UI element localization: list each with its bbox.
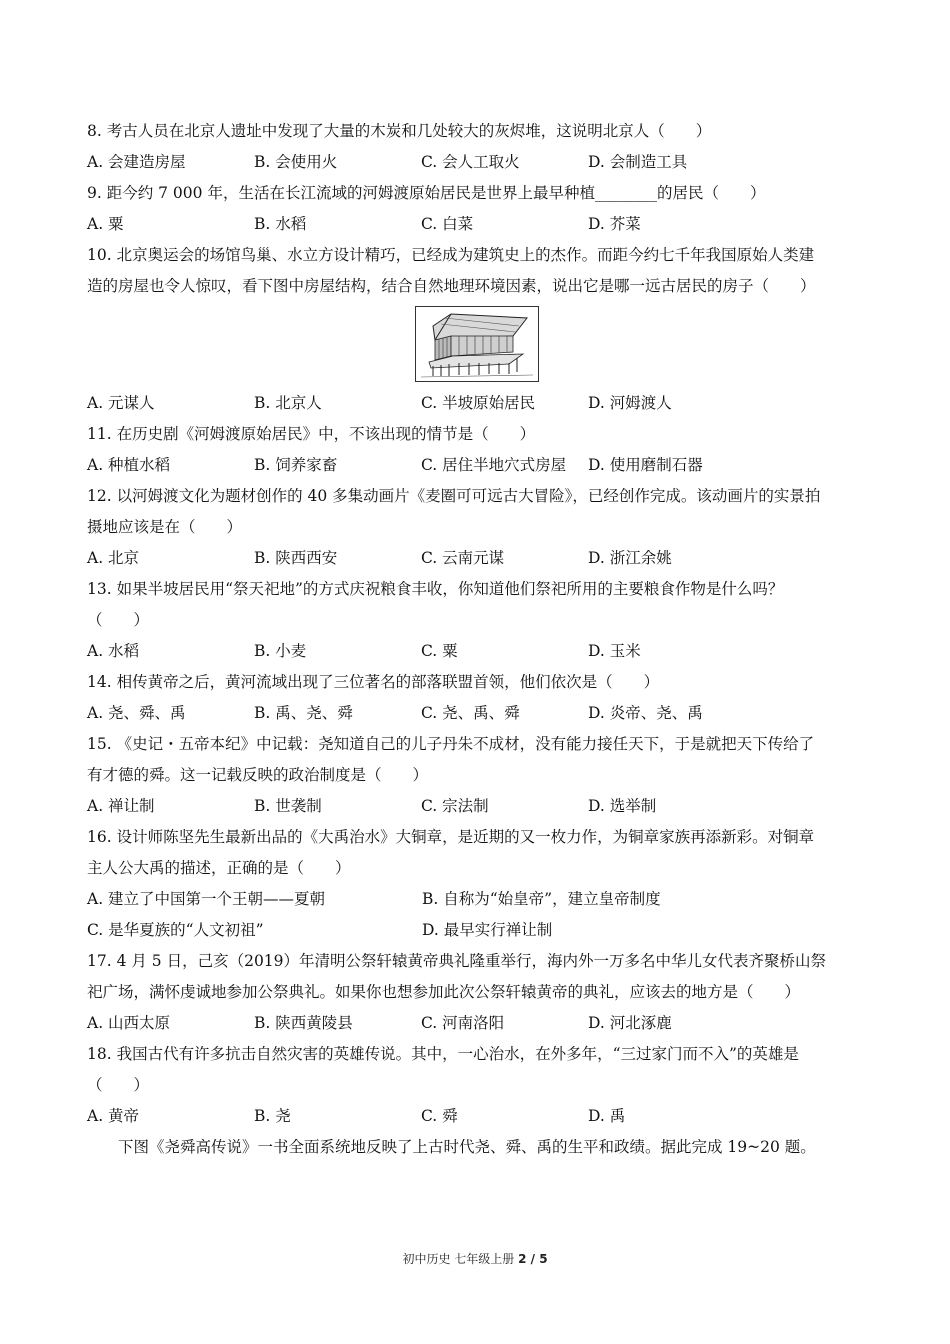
question-14-stem: 14. 相传黄帝之后，黄河流域出现了三位著名的部落联盟首领，他们依次是（ ） <box>87 673 660 691</box>
option-b: B. 自称为“始皇帝”，建立皇帝制度 <box>422 890 661 908</box>
question-10-options <box>87 388 867 419</box>
option-c: C. 舜 <box>421 1107 458 1125</box>
option-d: D. 炎帝、尧、禹 <box>588 704 703 722</box>
option-c: C. 尧、禹、舜 <box>421 704 520 722</box>
option-b: B. 会使用火 <box>254 153 338 171</box>
option-b: B. 水稻 <box>254 215 307 233</box>
question-18 <box>87 1039 867 1132</box>
stilt-house-image <box>415 306 539 382</box>
option-b: B. 世袭制 <box>254 797 322 815</box>
question-16-stem-line-1: 16. 设计师陈坚先生最新出品的《大禹治水》大铜章，是近期的又一枚力作，为铜章家族再添新彩。对铜章 <box>87 828 815 846</box>
option-a: A. 会建造房屋 <box>87 153 186 171</box>
question-18-options <box>87 1101 867 1132</box>
question-11-options <box>87 450 867 481</box>
question-15 <box>87 729 867 822</box>
option-c: C. 粟 <box>421 642 458 660</box>
question-12-stem-line-2: 摄地应该是在（ ） <box>87 518 243 536</box>
option-d: D. 河北涿鹿 <box>588 1014 672 1032</box>
option-c: C. 河南洛阳 <box>421 1014 505 1032</box>
question-14 <box>87 667 867 729</box>
questions-19-20-intro: 下图《尧舜高传说》一书全面系统地反映了上古时代尧、舜、禹的生平和政绩。据此完成 19~20 题。 <box>118 1138 816 1156</box>
footer-subject: 初中历史 七年级上册 <box>402 1252 515 1266</box>
option-b: B. 尧 <box>254 1107 291 1125</box>
question-18-stem-line-2: （ ） <box>87 1076 150 1094</box>
option-a: A. 黄帝 <box>87 1107 140 1125</box>
option-d: D. 禹 <box>588 1107 626 1125</box>
question-11 <box>87 419 867 481</box>
question-17-options <box>87 1008 867 1039</box>
question-12-stem-line-1: 12. 以河姆渡文化为题材创作的 40 多集动画片《麦圈可可远古大冒险》，已经创作完成。该动画片的实景拍 <box>87 487 821 505</box>
question-14-options <box>87 698 867 729</box>
question-8 <box>87 116 867 178</box>
question-9-options <box>87 209 867 240</box>
question-9-stem: 9. 距今约 7 000 年，生活在长江流域的河姆渡原始居民是世界上最早种植________的居民（ ） <box>87 184 766 202</box>
option-c: C. 白菜 <box>421 215 474 233</box>
option-a: A. 种植水稻 <box>87 456 171 474</box>
option-a: A. 建立了中国第一个王朝——夏朝 <box>87 890 326 908</box>
option-c: C. 是华夏族的“人文初祖” <box>87 921 264 939</box>
option-b: B. 陕西西安 <box>254 549 338 567</box>
question-17 <box>87 946 867 1039</box>
option-c: C. 半坡原始居民 <box>421 394 536 412</box>
option-d: D. 河姆渡人 <box>588 394 672 412</box>
option-a: A. 北京 <box>87 549 140 567</box>
question-16-options-row-1 <box>87 884 867 915</box>
question-13-options <box>87 636 867 667</box>
question-8-stem: 8. 考古人员在北京人遗址中发现了大量的木炭和几处较大的灰烬堆，这说明北京人（ ） <box>87 122 712 140</box>
question-18-stem-line-1: 18. 我国古代有许多抗击自然灾害的英雄传说。其中，一心治水，在外多年，“三过家门而不入”的英雄是 <box>87 1045 799 1063</box>
question-10 <box>87 240 867 419</box>
question-13-stem-line-1: 13. 如果半坡居民用“祭天祀地”的方式庆祝粮食丰收，你知道他们祭祀所用的主要粮食作物是什么吗？ <box>87 580 784 598</box>
question-8-options <box>87 147 867 178</box>
question-16-options-row-2 <box>87 915 867 946</box>
option-a: A. 粟 <box>87 215 124 233</box>
option-c: C. 居住半地穴式房屋 <box>421 456 567 474</box>
question-10-stem-line-2: 造的房屋也令人惊叹，看下图中房屋结构，结合自然地理环境因素，说出它是哪一远古居民的房子（ ） <box>87 277 816 295</box>
questions-section <box>87 116 867 1163</box>
option-b: B. 小麦 <box>254 642 307 660</box>
option-c: C. 宗法制 <box>421 797 489 815</box>
question-15-stem-line-2: 有才德的舜。这一记载反映的政治制度是（ ） <box>87 766 429 784</box>
option-c: C. 云南元谋 <box>421 549 505 567</box>
option-c: C. 会人工取火 <box>421 153 520 171</box>
question-17-stem-line-2: 祀广场，满怀虔诚地参加公祭典礼。如果你也想参加此次公祭轩辕黄帝的典礼，应该去的地方是（ ） <box>87 983 801 1001</box>
page-footer <box>0 1250 950 1267</box>
footer-page-number: 2 / 5 <box>518 1252 548 1266</box>
option-d: D. 芥菜 <box>588 215 641 233</box>
question-16-stem-line-2: 主人公大禹的描述，正确的是（ ） <box>87 859 351 877</box>
stilt-house-figure <box>87 304 867 384</box>
option-a: A. 尧、舜、禹 <box>87 704 186 722</box>
question-9 <box>87 178 867 240</box>
option-a: A. 元谋人 <box>87 394 155 412</box>
option-d: D. 会制造工具 <box>588 153 688 171</box>
question-15-options <box>87 791 867 822</box>
option-d: D. 使用磨制石器 <box>588 456 703 474</box>
option-d: D. 浙江余姚 <box>588 549 672 567</box>
question-15-stem-line-1: 15. 《史记・五帝本纪》中记载：尧知道自己的儿子丹朱不成材，没有能力接任天下，于是就把天下传给了 <box>87 735 815 753</box>
option-d: D. 最早实行禅让制 <box>422 921 553 939</box>
question-11-stem: 11. 在历史剧《河姆渡原始居民》中，不该出现的情节是（ ） <box>87 425 536 443</box>
option-d: D. 玉米 <box>588 642 641 660</box>
option-a: A. 山西太原 <box>87 1014 171 1032</box>
option-b: B. 陕西黄陵县 <box>254 1014 353 1032</box>
option-b: B. 禹、尧、舜 <box>254 704 353 722</box>
option-a: A. 禅让制 <box>87 797 155 815</box>
question-12-options <box>87 543 867 574</box>
question-13 <box>87 574 867 667</box>
question-13-stem-line-2: （ ） <box>87 611 150 629</box>
option-d: D. 选举制 <box>588 797 657 815</box>
question-10-stem-line-1: 10. 北京奥运会的场馆鸟巢、水立方设计精巧，已经成为建筑史上的杰作。而距今约七千年我国原始人类建 <box>87 246 815 264</box>
question-16 <box>87 822 867 946</box>
question-12 <box>87 481 867 574</box>
option-b: B. 饲养家畜 <box>254 456 338 474</box>
question-17-stem-line-1: 17. 4 月 5 日，己亥（2019）年清明公祭轩辕黄帝典礼隆重举行，海内外一万多名中华儿女代表齐聚桥山祭 <box>87 952 827 970</box>
option-a: A. 水稻 <box>87 642 140 660</box>
option-b: B. 北京人 <box>254 394 322 412</box>
